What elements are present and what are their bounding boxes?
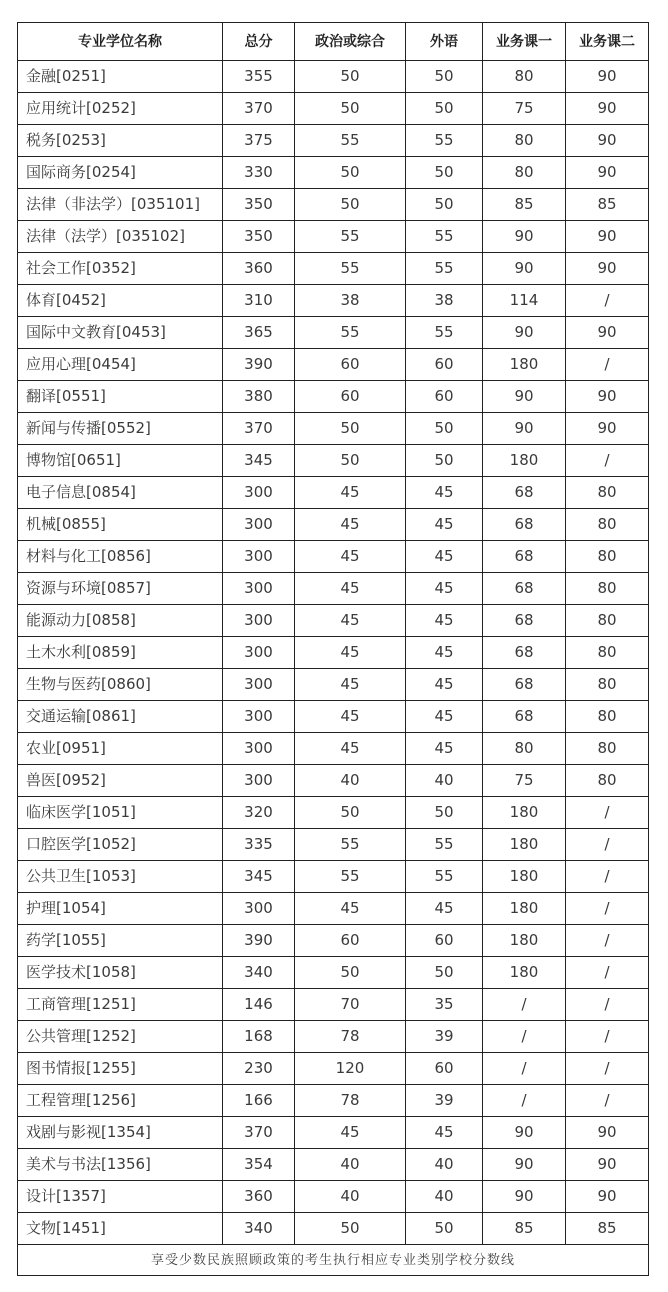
cell-foreign-language-score: 45	[406, 509, 483, 541]
table-row	[18, 605, 649, 637]
cell-total-score: 354	[223, 1149, 295, 1181]
cell-total-score: 390	[223, 925, 295, 957]
table-row	[18, 925, 649, 957]
cell-politics-score: 70	[295, 989, 406, 1021]
cell-foreign-language-score: 40	[406, 1149, 483, 1181]
cell-foreign-language-score: 50	[406, 189, 483, 221]
table-row	[18, 189, 649, 221]
cell-degree-name: 农业[0951]	[18, 733, 223, 765]
cell-politics-score: 50	[295, 413, 406, 445]
cell-subject-two-score: /	[566, 797, 649, 829]
cell-foreign-language-score: 50	[406, 445, 483, 477]
cell-degree-name: 工商管理[1251]	[18, 989, 223, 1021]
cell-subject-two-score: 90	[566, 125, 649, 157]
cell-subject-one-score: 75	[483, 93, 566, 125]
header-foreign-language: 外语	[406, 23, 483, 61]
cell-subject-two-score: 90	[566, 61, 649, 93]
cell-foreign-language-score: 45	[406, 701, 483, 733]
table-row	[18, 1213, 649, 1245]
cell-subject-one-score: 85	[483, 189, 566, 221]
cell-total-score: 370	[223, 413, 295, 445]
cell-politics-score: 60	[295, 381, 406, 413]
cell-total-score: 360	[223, 253, 295, 285]
cell-total-score: 340	[223, 957, 295, 989]
cell-subject-one-score: 114	[483, 285, 566, 317]
cell-subject-one-score: 68	[483, 669, 566, 701]
table-row	[18, 669, 649, 701]
cell-foreign-language-score: 55	[406, 253, 483, 285]
cell-foreign-language-score: 45	[406, 573, 483, 605]
cell-degree-name: 口腔医学[1052]	[18, 829, 223, 861]
cell-subject-one-score: 68	[483, 573, 566, 605]
table-row	[18, 93, 649, 125]
cell-subject-two-score: 90	[566, 317, 649, 349]
cell-total-score: 355	[223, 61, 295, 93]
cell-foreign-language-score: 55	[406, 829, 483, 861]
table-row	[18, 1117, 649, 1149]
cell-degree-name: 生物与医药[0860]	[18, 669, 223, 701]
cell-degree-name: 美术与书法[1356]	[18, 1149, 223, 1181]
table-row	[18, 381, 649, 413]
cell-foreign-language-score: 45	[406, 1117, 483, 1149]
cell-total-score: 300	[223, 477, 295, 509]
cell-subject-two-score: /	[566, 861, 649, 893]
cell-subject-one-score: 180	[483, 893, 566, 925]
cell-politics-score: 50	[295, 157, 406, 189]
cell-total-score: 340	[223, 1213, 295, 1245]
table-row	[18, 125, 649, 157]
cell-foreign-language-score: 50	[406, 1213, 483, 1245]
cell-politics-score: 45	[295, 541, 406, 573]
cell-politics-score: 50	[295, 957, 406, 989]
cell-foreign-language-score: 55	[406, 861, 483, 893]
cell-total-score: 360	[223, 1181, 295, 1213]
cell-degree-name: 文物[1451]	[18, 1213, 223, 1245]
table-row	[18, 637, 649, 669]
table-row	[18, 1021, 649, 1053]
table-row	[18, 733, 649, 765]
cell-degree-name: 资源与环境[0857]	[18, 573, 223, 605]
cell-politics-score: 55	[295, 829, 406, 861]
cell-subject-two-score: 90	[566, 413, 649, 445]
cell-foreign-language-score: 60	[406, 1053, 483, 1085]
cell-degree-name: 法律（法学）[035102]	[18, 221, 223, 253]
table-row	[18, 797, 649, 829]
cell-foreign-language-score: 39	[406, 1085, 483, 1117]
cell-politics-score: 50	[295, 189, 406, 221]
cell-politics-score: 45	[295, 637, 406, 669]
cell-subject-two-score: 80	[566, 701, 649, 733]
cell-subject-one-score: 90	[483, 1149, 566, 1181]
cell-foreign-language-score: 55	[406, 221, 483, 253]
cell-politics-score: 55	[295, 317, 406, 349]
cell-subject-two-score: 90	[566, 253, 649, 285]
cell-politics-score: 50	[295, 1213, 406, 1245]
cell-foreign-language-score: 50	[406, 413, 483, 445]
cell-politics-score: 55	[295, 861, 406, 893]
cell-subject-one-score: 68	[483, 701, 566, 733]
cell-total-score: 300	[223, 701, 295, 733]
cell-subject-two-score: /	[566, 893, 649, 925]
cell-foreign-language-score: 60	[406, 925, 483, 957]
cell-total-score: 320	[223, 797, 295, 829]
cell-foreign-language-score: 40	[406, 1181, 483, 1213]
cell-degree-name: 设计[1357]	[18, 1181, 223, 1213]
header-degree-name: 专业学位名称	[18, 23, 223, 61]
cell-subject-two-score: 90	[566, 1181, 649, 1213]
cell-degree-name: 机械[0855]	[18, 509, 223, 541]
cell-total-score: 300	[223, 541, 295, 573]
cell-foreign-language-score: 45	[406, 605, 483, 637]
cell-subject-two-score: 90	[566, 1117, 649, 1149]
cell-politics-score: 45	[295, 733, 406, 765]
cell-subject-two-score: /	[566, 285, 649, 317]
cell-total-score: 300	[223, 893, 295, 925]
cell-foreign-language-score: 45	[406, 477, 483, 509]
table-body	[18, 61, 649, 1245]
cell-foreign-language-score: 55	[406, 125, 483, 157]
cell-subject-two-score: 85	[566, 189, 649, 221]
table-row	[18, 829, 649, 861]
table-row	[18, 413, 649, 445]
cell-total-score: 310	[223, 285, 295, 317]
cell-subject-one-score: 90	[483, 1181, 566, 1213]
cell-degree-name: 能源动力[0858]	[18, 605, 223, 637]
cell-foreign-language-score: 50	[406, 157, 483, 189]
cell-politics-score: 55	[295, 253, 406, 285]
cell-politics-score: 50	[295, 445, 406, 477]
table-row	[18, 893, 649, 925]
cell-subject-two-score: /	[566, 957, 649, 989]
cell-politics-score: 45	[295, 669, 406, 701]
cell-foreign-language-score: 60	[406, 349, 483, 381]
cell-subject-two-score: 90	[566, 157, 649, 189]
cell-total-score: 370	[223, 93, 295, 125]
cell-foreign-language-score: 45	[406, 733, 483, 765]
table-row	[18, 765, 649, 797]
cell-degree-name: 金融[0251]	[18, 61, 223, 93]
cell-foreign-language-score: 55	[406, 317, 483, 349]
cell-total-score: 300	[223, 637, 295, 669]
table-row	[18, 221, 649, 253]
table-row	[18, 285, 649, 317]
cell-foreign-language-score: 38	[406, 285, 483, 317]
cell-foreign-language-score: 40	[406, 765, 483, 797]
cell-foreign-language-score: 45	[406, 893, 483, 925]
cell-foreign-language-score: 50	[406, 61, 483, 93]
cell-total-score: 370	[223, 1117, 295, 1149]
cell-foreign-language-score: 45	[406, 541, 483, 573]
table-row	[18, 317, 649, 349]
cell-subject-one-score: 90	[483, 1117, 566, 1149]
cell-politics-score: 45	[295, 1117, 406, 1149]
cell-subject-two-score: 90	[566, 221, 649, 253]
cell-degree-name: 药学[1055]	[18, 925, 223, 957]
cell-politics-score: 45	[295, 701, 406, 733]
cell-total-score: 300	[223, 509, 295, 541]
cell-degree-name: 新闻与传播[0552]	[18, 413, 223, 445]
cell-foreign-language-score: 45	[406, 637, 483, 669]
cell-degree-name: 戏剧与影视[1354]	[18, 1117, 223, 1149]
cell-foreign-language-score: 60	[406, 381, 483, 413]
cell-politics-score: 40	[295, 765, 406, 797]
cell-subject-two-score: /	[566, 1021, 649, 1053]
table-row	[18, 861, 649, 893]
cell-subject-one-score: /	[483, 1053, 566, 1085]
cell-subject-one-score: 80	[483, 125, 566, 157]
cell-degree-name: 应用统计[0252]	[18, 93, 223, 125]
cell-degree-name: 电子信息[0854]	[18, 477, 223, 509]
cell-subject-two-score: /	[566, 1053, 649, 1085]
cell-subject-one-score: 68	[483, 477, 566, 509]
cell-total-score: 146	[223, 989, 295, 1021]
cell-subject-two-score: /	[566, 925, 649, 957]
cell-total-score: 300	[223, 605, 295, 637]
cell-subject-one-score: 80	[483, 157, 566, 189]
cell-total-score: 166	[223, 1085, 295, 1117]
cell-politics-score: 50	[295, 797, 406, 829]
cell-politics-score: 38	[295, 285, 406, 317]
cell-total-score: 380	[223, 381, 295, 413]
cell-subject-one-score: 68	[483, 541, 566, 573]
cell-subject-one-score: 180	[483, 797, 566, 829]
cell-politics-score: 60	[295, 925, 406, 957]
table-row	[18, 1053, 649, 1085]
table-header	[18, 23, 649, 61]
cell-subject-one-score: 90	[483, 253, 566, 285]
cell-degree-name: 护理[1054]	[18, 893, 223, 925]
cell-total-score: 335	[223, 829, 295, 861]
cell-politics-score: 60	[295, 349, 406, 381]
table-row	[18, 1085, 649, 1117]
cell-subject-one-score: 68	[483, 637, 566, 669]
cell-subject-one-score: 90	[483, 221, 566, 253]
cell-politics-score: 45	[295, 573, 406, 605]
cell-politics-score: 78	[295, 1085, 406, 1117]
cell-subject-two-score: 90	[566, 93, 649, 125]
cell-total-score: 330	[223, 157, 295, 189]
cell-foreign-language-score: 45	[406, 669, 483, 701]
cell-foreign-language-score: 35	[406, 989, 483, 1021]
cell-degree-name: 翻译[0551]	[18, 381, 223, 413]
table-row	[18, 445, 649, 477]
cell-subject-one-score: /	[483, 1021, 566, 1053]
cell-total-score: 300	[223, 669, 295, 701]
cell-degree-name: 博物馆[0651]	[18, 445, 223, 477]
cell-politics-score: 45	[295, 477, 406, 509]
cell-degree-name: 税务[0253]	[18, 125, 223, 157]
table-row	[18, 61, 649, 93]
cell-politics-score: 40	[295, 1149, 406, 1181]
cell-total-score: 350	[223, 189, 295, 221]
cell-degree-name: 体育[0452]	[18, 285, 223, 317]
cell-politics-score: 45	[295, 509, 406, 541]
table-row	[18, 509, 649, 541]
table-row	[18, 989, 649, 1021]
cell-subject-one-score: 80	[483, 733, 566, 765]
cell-subject-one-score: /	[483, 989, 566, 1021]
cell-politics-score: 45	[295, 893, 406, 925]
cell-subject-one-score: 90	[483, 413, 566, 445]
cell-subject-two-score: 85	[566, 1213, 649, 1245]
table-row	[18, 157, 649, 189]
cell-total-score: 345	[223, 861, 295, 893]
cell-degree-name: 法律（非法学）[035101]	[18, 189, 223, 221]
table-row	[18, 1149, 649, 1181]
header-politics: 政治或综合	[295, 23, 406, 61]
cell-total-score: 375	[223, 125, 295, 157]
cell-subject-one-score: 90	[483, 317, 566, 349]
cell-subject-one-score: 80	[483, 61, 566, 93]
cell-foreign-language-score: 50	[406, 957, 483, 989]
cell-subject-two-score: /	[566, 1085, 649, 1117]
cell-total-score: 390	[223, 349, 295, 381]
cell-subject-two-score: 80	[566, 573, 649, 605]
cell-subject-one-score: 180	[483, 445, 566, 477]
cell-total-score: 365	[223, 317, 295, 349]
cell-subject-two-score: 80	[566, 765, 649, 797]
cell-subject-one-score: 68	[483, 605, 566, 637]
cell-subject-one-score: 180	[483, 349, 566, 381]
table-row	[18, 253, 649, 285]
cell-degree-name: 国际商务[0254]	[18, 157, 223, 189]
table-row	[18, 477, 649, 509]
cell-degree-name: 社会工作[0352]	[18, 253, 223, 285]
cell-foreign-language-score: 39	[406, 1021, 483, 1053]
cell-degree-name: 交通运输[0861]	[18, 701, 223, 733]
cell-degree-name: 应用心理[0454]	[18, 349, 223, 381]
cell-subject-one-score: /	[483, 1085, 566, 1117]
score-table	[17, 22, 649, 1276]
table-row	[18, 957, 649, 989]
cell-subject-two-score: 80	[566, 509, 649, 541]
cell-subject-two-score: /	[566, 445, 649, 477]
cell-politics-score: 78	[295, 1021, 406, 1053]
cell-degree-name: 国际中文教育[0453]	[18, 317, 223, 349]
cell-total-score: 300	[223, 765, 295, 797]
table-row	[18, 701, 649, 733]
cell-total-score: 230	[223, 1053, 295, 1085]
cell-subject-one-score: 180	[483, 861, 566, 893]
cell-subject-two-score: 90	[566, 1149, 649, 1181]
cell-politics-score: 50	[295, 93, 406, 125]
cell-subject-two-score: /	[566, 349, 649, 381]
cell-subject-two-score: 80	[566, 637, 649, 669]
table-row	[18, 1181, 649, 1213]
table-row	[18, 349, 649, 381]
cell-subject-one-score: 180	[483, 925, 566, 957]
cell-degree-name: 材料与化工[0856]	[18, 541, 223, 573]
header-total: 总分	[223, 23, 295, 61]
cell-total-score: 350	[223, 221, 295, 253]
cell-subject-one-score: 180	[483, 957, 566, 989]
cell-subject-one-score: 85	[483, 1213, 566, 1245]
cell-degree-name: 兽医[0952]	[18, 765, 223, 797]
footer-note: 享受少数民族照顾政策的考生执行相应专业类别学校分数线	[18, 1245, 649, 1276]
table-row	[18, 573, 649, 605]
header-subject-two: 业务课二	[566, 23, 649, 61]
cell-degree-name: 公共管理[1252]	[18, 1021, 223, 1053]
cell-degree-name: 医学技术[1058]	[18, 957, 223, 989]
cell-foreign-language-score: 50	[406, 797, 483, 829]
cell-subject-one-score: 68	[483, 509, 566, 541]
cell-politics-score: 55	[295, 221, 406, 253]
cell-politics-score: 50	[295, 61, 406, 93]
cell-degree-name: 土木水利[0859]	[18, 637, 223, 669]
cell-politics-score: 55	[295, 125, 406, 157]
cell-degree-name: 公共卫生[1053]	[18, 861, 223, 893]
table-footer	[18, 1245, 649, 1276]
cell-total-score: 300	[223, 573, 295, 605]
cell-politics-score: 40	[295, 1181, 406, 1213]
header-subject-one: 业务课一	[483, 23, 566, 61]
cell-total-score: 168	[223, 1021, 295, 1053]
cell-total-score: 345	[223, 445, 295, 477]
cell-degree-name: 临床医学[1051]	[18, 797, 223, 829]
header-row	[18, 23, 649, 61]
cell-politics-score: 120	[295, 1053, 406, 1085]
cell-subject-two-score: 80	[566, 477, 649, 509]
cell-subject-one-score: 180	[483, 829, 566, 861]
cell-total-score: 300	[223, 733, 295, 765]
cell-subject-two-score: 80	[566, 605, 649, 637]
footer-row	[18, 1245, 649, 1276]
cell-foreign-language-score: 50	[406, 93, 483, 125]
cell-subject-one-score: 75	[483, 765, 566, 797]
cell-subject-two-score: /	[566, 989, 649, 1021]
cell-subject-one-score: 90	[483, 381, 566, 413]
cell-subject-two-score: 90	[566, 381, 649, 413]
cell-subject-two-score: 80	[566, 669, 649, 701]
cell-subject-two-score: 80	[566, 541, 649, 573]
cell-subject-two-score: /	[566, 829, 649, 861]
cell-degree-name: 工程管理[1256]	[18, 1085, 223, 1117]
cell-subject-two-score: 80	[566, 733, 649, 765]
cell-degree-name: 图书情报[1255]	[18, 1053, 223, 1085]
table-row	[18, 541, 649, 573]
cell-politics-score: 45	[295, 605, 406, 637]
